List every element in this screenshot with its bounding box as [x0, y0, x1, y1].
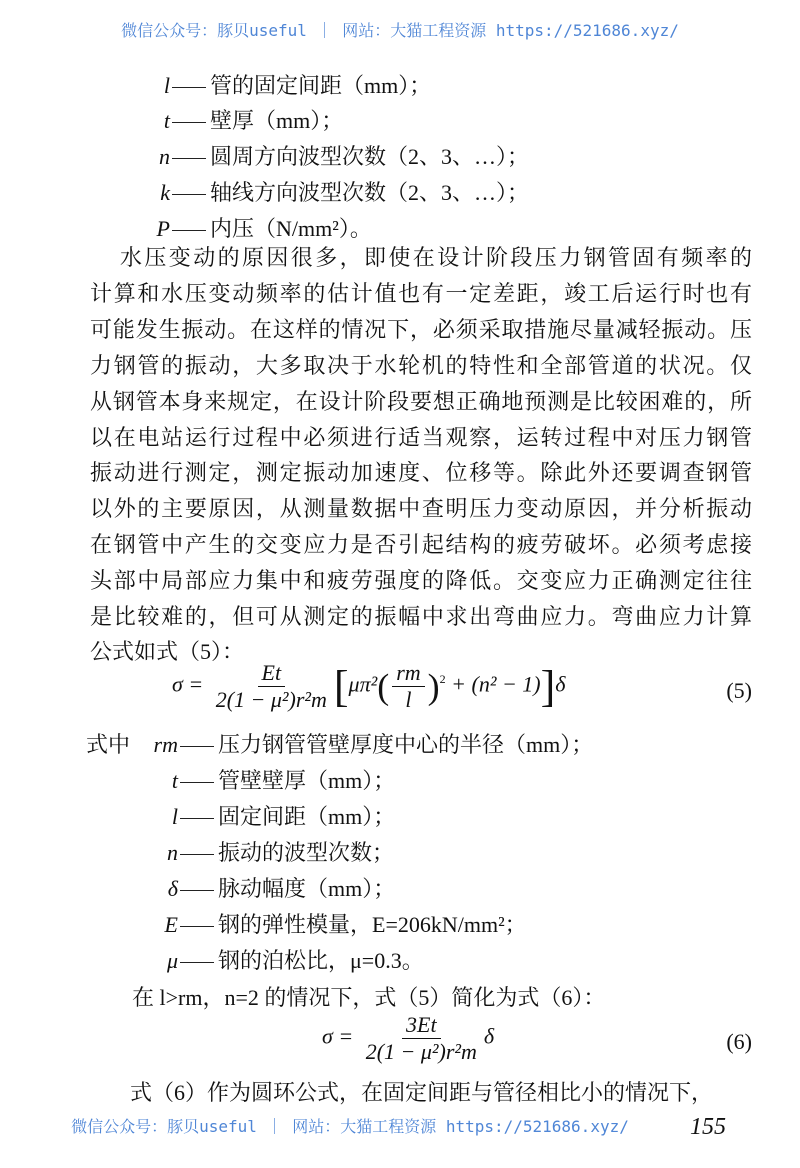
def-item [148, 143, 529, 171]
def-text: 固定间距（mm）； [218, 804, 396, 829]
watermark-top: 微信公众号：豚贝useful ｜ 网站：大猫工程资源 https://521686.xyz/ [121, 21, 679, 40]
paragraph-line: 水压变动的原因很多，即使在设计阶段压力钢管固有频率的 [120, 245, 752, 270]
symbol: l [171, 804, 178, 829]
watermark-bottom: 微信公众号：豚贝useful ｜ 网站：大猫工程资源 https://521686.xyz/ [71, 1117, 629, 1136]
def-item [156, 767, 395, 795]
paragraph-line: 式（6）作为圆环公式，在固定间距与管径相比小的情况下， [130, 1080, 714, 1105]
symbol: t [163, 108, 170, 133]
paragraph-line: 在钢管中产生的交变应力是否引起结构的疲劳破坏。必须考虑接 [90, 532, 752, 557]
dash [180, 818, 214, 819]
def-text: 钢的弹性模量，E=206kN/mm²； [218, 912, 527, 937]
def-item [156, 947, 424, 975]
symbol: P [156, 216, 170, 241]
eq-lhs: σ = [172, 671, 204, 697]
dash [180, 854, 214, 855]
symbol: E [164, 912, 178, 937]
def-item [156, 911, 527, 939]
equation-6 [322, 1012, 494, 1065]
symbol: n [167, 840, 178, 865]
symbol: μ [166, 948, 178, 973]
dash [180, 890, 214, 891]
paragraph-line: 可能发生振动。在这样的情况下，必须采取措施尽量减轻振动。压 [90, 317, 752, 342]
paragraph-line: 力钢管的振动，大多取决于水轮机的特性和全部管道的状况。仅 [90, 353, 752, 378]
symbol: t [171, 768, 178, 793]
paragraph-line: 头部中局部应力集中和疲劳强度的降低。交变应力正确测定往往 [90, 568, 752, 593]
def-item [148, 107, 343, 135]
def-text: 圆周方向波型次数（2、3、…）； [210, 144, 530, 169]
symbol: rm [153, 732, 178, 757]
page-number: 155 [690, 1114, 726, 1140]
def-item [148, 731, 593, 759]
paren-close: ) [427, 666, 440, 707]
eq-fraction [362, 1012, 481, 1065]
symbol: l [163, 73, 170, 98]
paragraph-line: 公式如式（5）： [90, 639, 245, 664]
numerator: 3Et [402, 1012, 441, 1039]
eq-term: + (n² − 1) [451, 671, 541, 697]
denominator: 2(1 − μ²)r²m [365, 1039, 477, 1064]
dash [172, 87, 206, 88]
dash [172, 122, 206, 123]
paragraph-line: 从钢管本身来规定，在设计阶段要想正确地预测是比较困难的，所 [90, 389, 752, 414]
eq-term: δ [555, 671, 566, 697]
def-item [148, 179, 529, 207]
eq-fraction [212, 660, 331, 713]
paragraph-line: 计算和水压变动频率的估计值也有一定差距，竣工后运行时也有 [90, 281, 752, 306]
dash [172, 194, 206, 195]
equation-number: (5) [726, 678, 752, 703]
bracket-close: ] [540, 662, 556, 711]
dash [180, 782, 214, 783]
eq-lhs: σ = [322, 1023, 354, 1049]
dash [180, 962, 214, 963]
denominator: l [405, 687, 412, 712]
paragraph-line: 以外的主要原因，从测量数据中查明压力变动原因，并分析振动 [90, 496, 752, 521]
eq-fraction [392, 660, 424, 713]
def-text: 轴线方向波型次数（2、3、…）； [210, 180, 530, 205]
def-item [156, 803, 395, 831]
paragraph-line: 是比较难的，但可从测定的振幅中求出弯曲应力。弯曲应力计算 [90, 604, 752, 629]
def-text: 管的固定间距（mm）； [210, 73, 432, 98]
paragraph-line: 振动进行测定，测定振动加速度、位移等。除此外还要调查钢管 [90, 460, 752, 485]
condition-line: 在 l>rm，n=2 的情况下，式（5）简化为式（6）： [132, 985, 606, 1010]
def-text: 壁厚（mm）； [210, 108, 344, 133]
def-text: 内压（N/mm²）。 [210, 216, 372, 241]
def-item [148, 215, 372, 243]
symbol: n [159, 144, 170, 169]
def-item [156, 875, 395, 903]
def-text: 脉动幅度（mm）； [218, 876, 396, 901]
numerator: Et [258, 660, 286, 687]
def-text: 钢的泊松比，μ=0.3。 [218, 948, 424, 973]
def-text: 振动的波型次数； [218, 840, 395, 865]
eq-term: μπ² [348, 671, 378, 697]
paren-open: ( [377, 666, 390, 707]
where-label: 式中 [86, 732, 131, 757]
def-item [148, 72, 431, 100]
def-text: 压力钢管管壁厚度中心的半径（mm）； [218, 732, 594, 757]
paragraph-line: 以在电站运行过程中必须进行适当观察，运转过程中对压力钢管 [90, 425, 752, 450]
dash [180, 926, 214, 927]
bracket-open: [ [333, 662, 349, 711]
equation-5: σ = $\frac{Et}{\text{2(1 − μ²)r²m}}$ [μπ²( $\frac{rm}{l}$ )$^2$ + (n² − 1)]δ [172, 660, 566, 712]
dash [172, 230, 206, 231]
equation-number: (6) [726, 1029, 752, 1054]
symbol: k [160, 180, 170, 205]
def-item [156, 839, 394, 867]
dash [180, 746, 214, 747]
numerator: rm [392, 660, 424, 687]
dash [172, 158, 206, 159]
denominator: 2(1 − μ²)r²m [215, 687, 327, 712]
eq-term: δ [483, 1023, 495, 1049]
symbol: δ [167, 876, 178, 901]
def-text: 管壁壁厚（mm）； [218, 768, 396, 793]
